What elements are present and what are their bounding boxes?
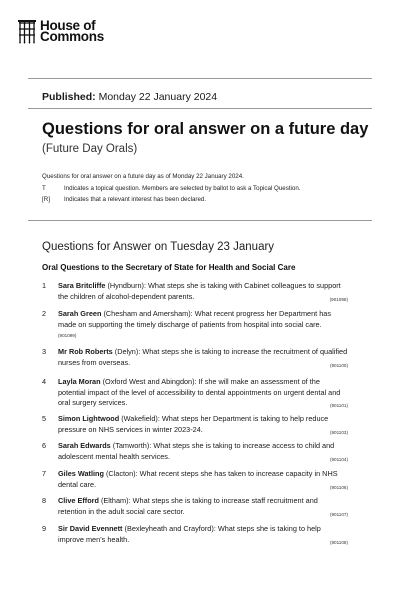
department-heading: Oral Questions to the Secretary of State for Health and Social Care — [42, 263, 296, 272]
question-text: What steps her Department is taking to help reduce pressure on NHS services in winter 2023-24. — [58, 414, 329, 434]
question-number: 6 — [42, 441, 47, 450]
question-item — [42, 309, 348, 342]
logo-line-1: House of — [40, 18, 96, 33]
legend-row — [42, 183, 362, 195]
constituency: (Eltham): — [100, 496, 131, 505]
question-text: What steps she is taking to help improve men’s health. — [58, 524, 321, 544]
question-reference: (901099) — [58, 333, 77, 338]
divider — [28, 78, 372, 79]
question-item — [42, 524, 348, 548]
question-reference: (901107) — [329, 511, 348, 517]
constituency: (Oxford West and Abingdon): — [102, 377, 197, 386]
question-reference: (901103) — [329, 429, 348, 435]
legend-key: T — [42, 184, 46, 192]
question-number: 2 — [42, 309, 47, 318]
logo-line-2: Commons — [40, 29, 104, 44]
question-number: 4 — [42, 377, 47, 386]
question-number: 8 — [42, 496, 47, 505]
portcullis-icon — [17, 20, 37, 44]
page-subtitle: (Future Day Orals) — [42, 143, 138, 155]
question-item — [42, 377, 348, 412]
question-item — [42, 347, 348, 371]
member-name: Mr Rob Roberts — [58, 347, 113, 356]
legend-text: Indicates a topical question. Members are selected by ballot to ask a Topical Question. — [64, 184, 301, 192]
published-line — [42, 91, 217, 103]
published-date: Monday 22 January 2024 — [98, 91, 218, 103]
question-text: What steps she is taking to increase access to child and adolescent mental health services. — [58, 441, 335, 461]
constituency: (Clacton): — [105, 469, 138, 478]
constituency: (Bexleyheath and Crayford): — [124, 524, 216, 533]
constituency: (Delyn): — [114, 347, 141, 356]
logo-wordmark — [40, 20, 104, 42]
question-text: What recent steps she has taken to increase capacity in NHS dental care. — [58, 469, 338, 489]
member-name: Simon Lightwood — [58, 414, 120, 423]
constituency: (Tamworth): — [112, 441, 152, 450]
legend-key: [R] — [42, 196, 50, 203]
question-item — [42, 414, 348, 438]
question-number: 1 — [42, 281, 47, 290]
question-item — [42, 469, 348, 493]
question-text: If she will make an assessment of the potential impact of the level of accessibility to dental appointments on urgent dental and oral surgery services. — [58, 377, 341, 407]
question-number: 7 — [42, 469, 47, 478]
constituency: (Chesham and Amersham): — [103, 309, 193, 318]
member-name: Sir David Evennett — [58, 524, 123, 533]
intro-block — [42, 171, 362, 206]
constituency: (Hyndburn): — [107, 281, 147, 290]
member-name: Sarah Green — [58, 309, 102, 318]
member-name: Clive Efford — [58, 496, 99, 505]
question-item — [42, 441, 348, 465]
member-name: Sara Britcliffe — [58, 281, 106, 290]
question-reference: (901108) — [329, 539, 348, 545]
member-name: Sarah Edwards — [58, 441, 111, 450]
legend-text: Indicates that a relevant interest has been declared. — [64, 196, 207, 203]
question-text: What recent progress her Department has made on supporting the timely discharge of patients from hospital into social care. — [58, 309, 331, 329]
intro-text: Questions for oral answer on a future day as of Monday 22 January 2024. — [42, 173, 244, 180]
constituency: (Wakefield): — [121, 414, 160, 423]
question-number: 5 — [42, 414, 47, 423]
house-of-commons-logo — [17, 20, 104, 44]
question-text: What steps she is taking with Cabinet colleagues to support the children of alcohol-dependent parents. — [58, 281, 341, 301]
published-label: Published: — [42, 91, 96, 103]
question-reference: (901104) — [329, 456, 348, 462]
question-reference: (901100) — [329, 362, 348, 368]
divider — [28, 220, 372, 221]
question-text: What steps she is taking to increase the recruitment of qualified nurses from overseas. — [58, 347, 348, 367]
question-number: 9 — [42, 524, 47, 533]
question-reference: (901101) — [329, 403, 348, 408]
section-heading: Questions for Answer on Tuesday 23 January — [42, 241, 275, 253]
question-item — [42, 281, 348, 305]
question-reference: (901106) — [329, 484, 348, 490]
member-name: Giles Watling — [58, 469, 104, 478]
question-item — [42, 496, 348, 520]
question-reference: (901098) — [329, 296, 348, 302]
question-number: 3 — [42, 347, 47, 356]
page-title: Questions for oral answer on a future day — [42, 120, 369, 138]
divider — [28, 108, 372, 109]
member-name: Layla Moran — [58, 377, 101, 386]
question-text: What steps she is taking to increase staff recruitment and retention in the adult social care sector. — [58, 496, 318, 516]
legend-row — [42, 194, 362, 206]
